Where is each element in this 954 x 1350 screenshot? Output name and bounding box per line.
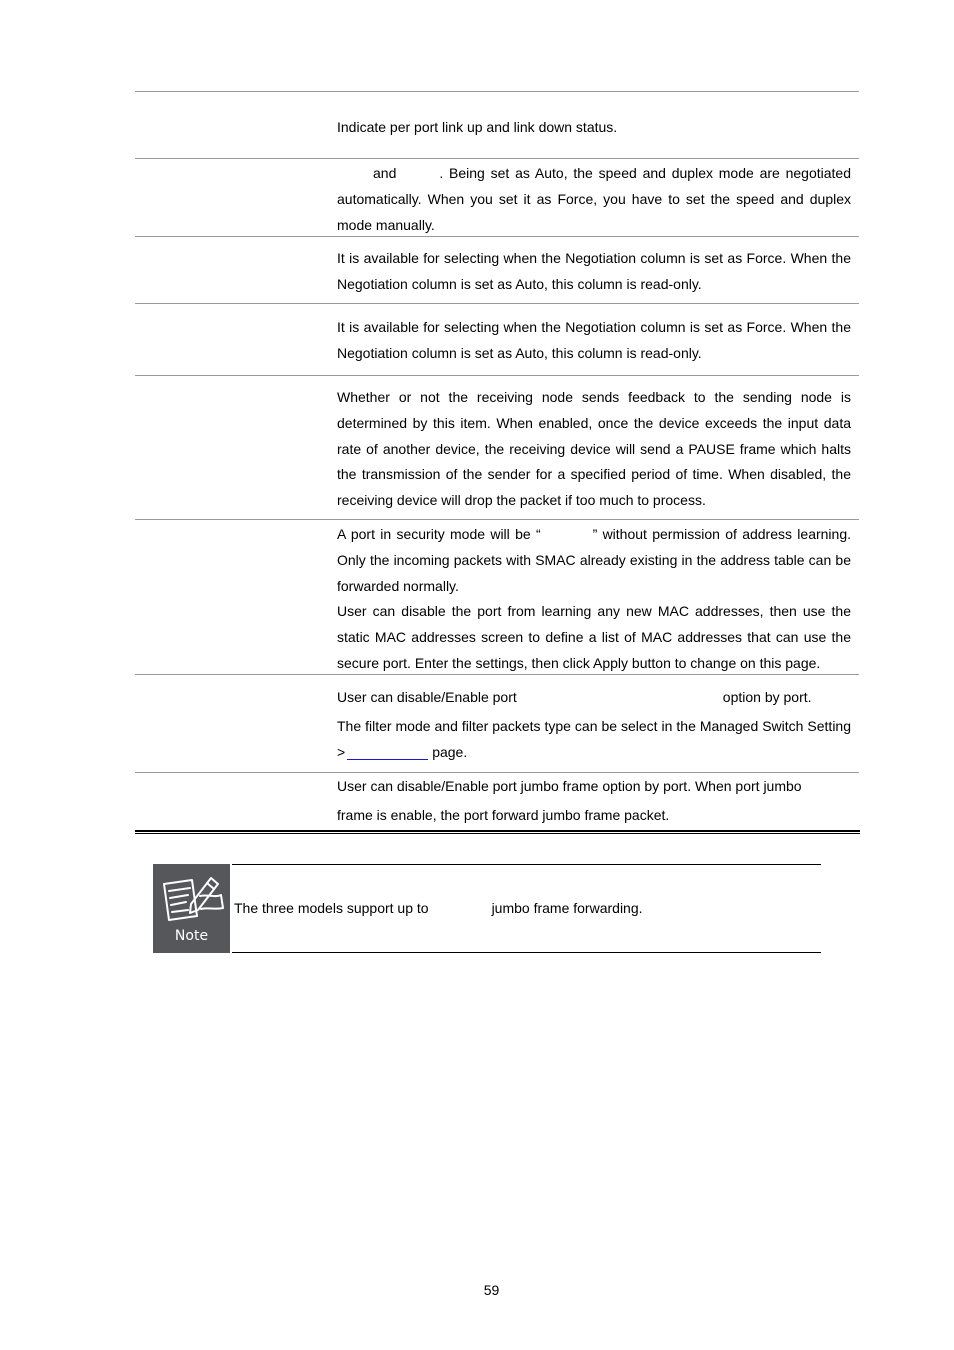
note-box: [153, 864, 230, 953]
row-6-text-a: A port in security mode will be “: [337, 526, 541, 542]
row-divider: [135, 519, 859, 520]
row-6-description: [337, 522, 851, 677]
table-top-rule: [135, 91, 859, 92]
row-7-text-c: The filter mode and filter packets type can be select in the Managed Switch Setting >: [337, 718, 851, 760]
table-bottom-rule: [135, 830, 860, 834]
note-text-b: jumbo frame forwarding.: [491, 900, 643, 916]
row-8-line-1: User can disable/Enable port jumbo frame option by port. When port jumbo: [337, 778, 802, 794]
row-6-text-b: ” without permission of address learning. Only the incoming packets with SMAC already existing in the address table can be forwarded normally.: [337, 526, 851, 594]
row-7-line-1: [337, 688, 812, 706]
row-divider: [135, 375, 859, 376]
row-4-description: It is available for selecting when the Negotiation column is set as Force. When the Negotiation column is set as Auto, this column is read-only.: [337, 319, 851, 361]
row-1-description: Indicate per port link up and link down status.: [337, 119, 618, 135]
row-6-text-c: User can disable the port from learning any new MAC addresses, then use the static MAC addresses screen to define a list of MAC addresses that can use the secure port. Enter the settings, then click Apply button to change on this page.: [337, 603, 851, 671]
row-5-description: Whether or not the receiving node sends feedback to the sending node is determined by this item. When enabled, once the device exceeds the input data rate of another device, the receiving device will send a PAUSE frame which halts the transmission of the sender for a specified period of time. When disabled, the receiving device will drop the packet if too much to process.: [337, 389, 851, 509]
settings-link[interactable]: [347, 743, 428, 760]
row-7-text-b: option by port.: [722, 689, 812, 705]
row-7-text-d: page.: [432, 743, 468, 760]
row-divider: [135, 772, 859, 773]
row-7-text-a: User can disable/Enable port: [337, 689, 517, 705]
row-2-text-a: and: [373, 165, 397, 181]
note-label: Note: [174, 928, 209, 944]
row-3-description: It is available for selecting when the Negotiation column is set as Force. When the Negotiation column is set as Auto, this column is read-only.: [337, 250, 851, 292]
row-8-line-2: frame is enable, the port forward jumbo frame packet.: [337, 807, 670, 823]
row-divider: [135, 158, 859, 159]
note-top-rule: [232, 864, 821, 865]
note-text-a: The three models support up to: [234, 900, 429, 916]
row-2-description: [337, 161, 851, 238]
row-divider: [135, 303, 859, 304]
page-number: 59: [483, 1282, 500, 1298]
row-7-line-2: [337, 714, 851, 766]
note-bottom-rule: [232, 952, 821, 953]
note-text: [234, 899, 643, 917]
row-2-text-b: . Being set as Auto, the speed and duplex mode are negotiated automatically. When you set it as Force, you have to set the speed and duplex mode manually.: [337, 165, 851, 233]
note-pencil-icon: [153, 864, 230, 928]
